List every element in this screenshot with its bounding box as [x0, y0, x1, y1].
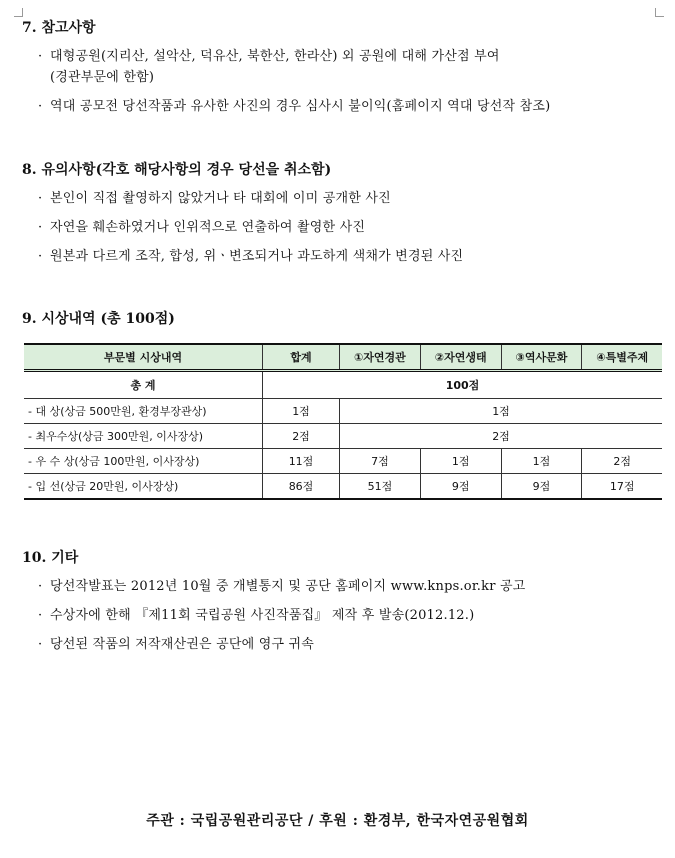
- list-item-text: 수상자에 한해 『제11회 국립공원 사진작품집』 제작 후 발송(2012.12.): [50, 608, 475, 623]
- bullet-dot: ·: [38, 637, 43, 652]
- list-item-text: 당선작발표는 2012년 10월 중 개별통지 및 공단 홈페이지 www.knps.or.kr 공고: [50, 579, 526, 594]
- award-count-history: 1점: [501, 449, 582, 474]
- section-references: [22, 18, 662, 125]
- award-count-history: 9점: [501, 474, 582, 500]
- list-item: [22, 605, 662, 626]
- section-title: 8. 유의사항(각호 해당사항의 경우 당선을 취소함): [22, 162, 332, 178]
- bullet-dot: ·: [38, 49, 43, 64]
- column-header-category: 부문별 시상내역: [24, 344, 263, 371]
- award-count-special: 17점: [582, 474, 662, 500]
- table-header-row: [24, 344, 662, 371]
- section-other: [22, 548, 662, 663]
- section-awards: [22, 309, 662, 337]
- bullet-dot: ·: [38, 99, 43, 114]
- bullet-list: [22, 576, 662, 655]
- list-item-text: 자연을 훼손하였거나 인위적으로 연출하여 촬영한 사진: [50, 220, 366, 235]
- table-row: [24, 474, 662, 500]
- bullet-dot: ·: [38, 579, 43, 594]
- award-count-landscape: 7점: [340, 449, 421, 474]
- bullet-dot: ·: [38, 249, 43, 264]
- table-row-total: [24, 371, 662, 399]
- column-header-ecology: ②자연생태: [420, 344, 501, 371]
- award-count-landscape: 51점: [340, 474, 421, 500]
- award-sum: 11점: [263, 449, 340, 474]
- section-title: 10. 기타: [22, 550, 79, 566]
- award-sum: 86점: [263, 474, 340, 500]
- award-label: - 최우수상(상금 300만원, 이사장상): [24, 424, 263, 449]
- bullet-dot: ·: [38, 191, 43, 206]
- award-count-ecology: 9점: [420, 474, 501, 500]
- award-label: - 우 수 상(상금 100만원, 이사장상): [24, 449, 263, 474]
- list-item-text: 대형공원(지리산, 설악산, 덕유산, 북한산, 한라산) 외 공원에 대해 가산점 부여: [50, 49, 500, 64]
- list-item: [22, 217, 662, 238]
- list-item: [22, 96, 662, 117]
- list-item: [22, 46, 662, 88]
- table-row: [24, 424, 662, 449]
- column-header-history: ③역사문화: [501, 344, 582, 371]
- section-title: 9. 시상내역 (총 100점): [22, 311, 175, 327]
- table-row: [24, 449, 662, 474]
- bullet-list: [22, 46, 662, 117]
- list-item: [22, 634, 662, 655]
- award-merged-count: 2점: [340, 424, 663, 449]
- awards-table: [24, 343, 662, 500]
- section-cautions: [22, 160, 662, 275]
- total-value: 100점: [263, 371, 663, 399]
- bullet-dot: ·: [38, 608, 43, 623]
- organizer-footer: 주관 : 국립공원관리공단 / 후원 : 환경부, 한국자연공원협회: [146, 813, 529, 829]
- column-header-landscape: ①자연경관: [340, 344, 421, 371]
- list-item: [22, 188, 662, 209]
- total-label: 총 계: [24, 371, 263, 399]
- page-corner-mark-right: [655, 8, 664, 17]
- list-item-text: 역대 공모전 당선작품과 유사한 사진의 경우 심사시 불이익(홈페이지 역대 당선작 참조): [50, 99, 551, 114]
- award-sum: 2점: [263, 424, 340, 449]
- award-label: - 입 선(상금 20만원, 이사장상): [24, 474, 263, 500]
- award-count-ecology: 1점: [420, 449, 501, 474]
- column-header-sum: 합계: [263, 344, 340, 371]
- bullet-dot: ·: [38, 220, 43, 235]
- column-header-special: ④특별주제: [582, 344, 662, 371]
- award-sum: 1점: [263, 399, 340, 424]
- list-item-text: 본인이 직접 촬영하지 않았거나 타 대회에 이미 공개한 사진: [50, 191, 391, 206]
- list-item-text: 당선된 작품의 저작재산권은 공단에 영구 귀속: [50, 637, 315, 652]
- list-item: [22, 246, 662, 267]
- section-title: 7. 참고사항: [22, 20, 96, 36]
- award-merged-count: 1점: [340, 399, 663, 424]
- bullet-list: [22, 188, 662, 267]
- list-item: [22, 576, 662, 597]
- award-label: - 대 상(상금 500만원, 환경부장관상): [24, 399, 263, 424]
- page-corner-mark-left: [14, 8, 23, 17]
- table-row: [24, 399, 662, 424]
- award-count-special: 2점: [582, 449, 662, 474]
- list-item-text: 원본과 다르게 조작, 합성, 위ㆍ변조되거나 과도하게 색채가 변경된 사진: [50, 249, 464, 264]
- list-item-text-continued: (경관부문에 한함): [50, 70, 155, 85]
